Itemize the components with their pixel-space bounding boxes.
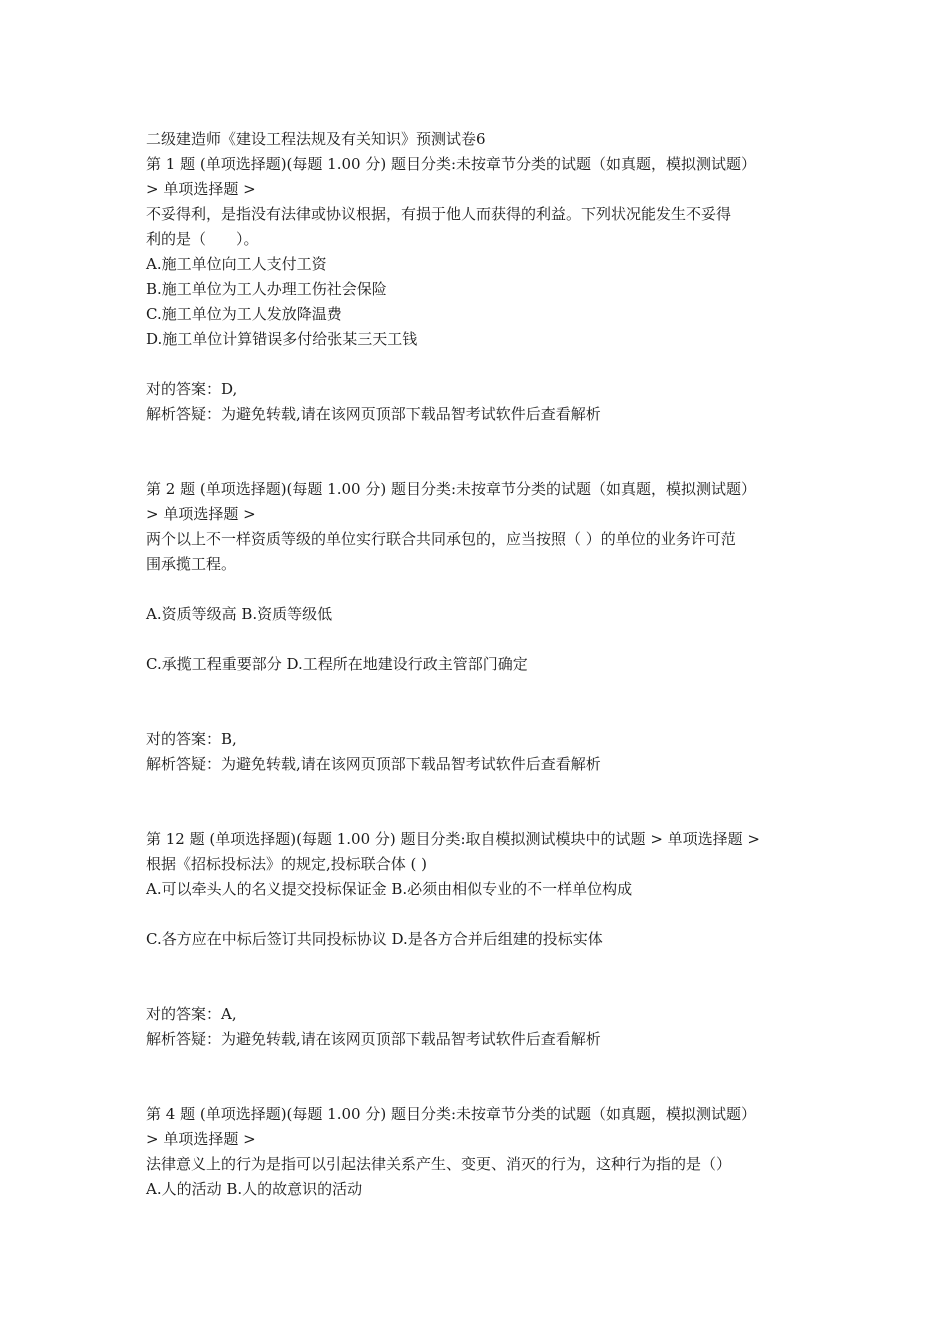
analysis-text: 解析答疑：为避免转载,请在该网页顶部下载品智考试软件后查看解析 [146,405,601,423]
options-a-b: A.资质等级高 B.资质等级低 [146,605,333,623]
document-title: 二级建造师《建设工程法规及有关知识》预测试卷6 [146,130,486,148]
document-body [146,127,816,1202]
answer-text: 对的答案：A, [146,1005,237,1023]
question-header: 第 1 题 (单项选择题)(每题 1.00 分) 题目分类:未按章节分类的试题（如真题，模拟测试题） [146,155,757,173]
question-category: > 单项选择题 > [146,180,256,198]
question-4 [146,1102,816,1202]
option-c: C.施工单位为工人发放降温费 [146,305,342,323]
analysis-text: 解析答疑：为避免转载,请在该网页顶部下载品智考试软件后查看解析 [146,1030,601,1048]
question-1 [146,152,816,427]
question-stem-cont: 围承揽工程。 [146,555,237,573]
question-stem: 两个以上不一样资质等级的单位实行联合共同承包的，应当按照（ ）的单位的业务许可范 [146,530,736,548]
analysis-text: 解析答疑：为避免转载,请在该网页顶部下载品智考试软件后查看解析 [146,755,601,773]
question-header: 第 12 题 (单项选择题)(每题 1.00 分) 题目分类:取自模拟测试模块中的试题 > 单项选择题 > [146,830,760,848]
question-12 [146,827,816,1052]
option-d: D.施工单位计算错误多付给张某三天工钱 [146,330,418,348]
options-a-b: A.可以牵头人的名义提交投标保证金 B.必须由相似专业的不一样单位构成 [146,880,633,898]
question-category: > 单项选择题 > [146,1130,256,1148]
question-stem: 根据《招标投标法》的规定,投标联合体 ( ) [146,855,428,873]
option-a: A.施工单位向工人支付工资 [146,255,327,273]
answer-text: 对的答案：B, [146,730,237,748]
answer-text: 对的答案：D, [146,380,238,398]
question-category: > 单项选择题 > [146,505,256,523]
options-c-d: C.各方应在中标后签订共同投标协议 D.是各方合并后组建的投标实体 [146,930,603,948]
options-a-b: A.人的活动 B.人的故意识的活动 [146,1180,363,1198]
question-header: 第 4 题 (单项选择题)(每题 1.00 分) 题目分类:未按章节分类的试题（如真题，模拟测试题） [146,1105,757,1123]
question-stem-cont: 利的是（ ）。 [146,230,259,248]
question-header: 第 2 题 (单项选择题)(每题 1.00 分) 题目分类:未按章节分类的试题（如真题，模拟测试题） [146,480,757,498]
question-2 [146,477,816,777]
question-stem: 法律意义上的行为是指可以引起法律关系产生、变更、消灭的行为，这种行为指的是（） [146,1155,732,1173]
options-c-d: C.承揽工程重要部分 D.工程所在地建设行政主管部门确定 [146,655,528,673]
option-b: B.施工单位为工人办理工伤社会保险 [146,280,387,298]
question-stem: 不妥得利，是指没有法律或协议根据，有损于他人而获得的利益。下列状况能发生不妥得 [146,205,732,223]
